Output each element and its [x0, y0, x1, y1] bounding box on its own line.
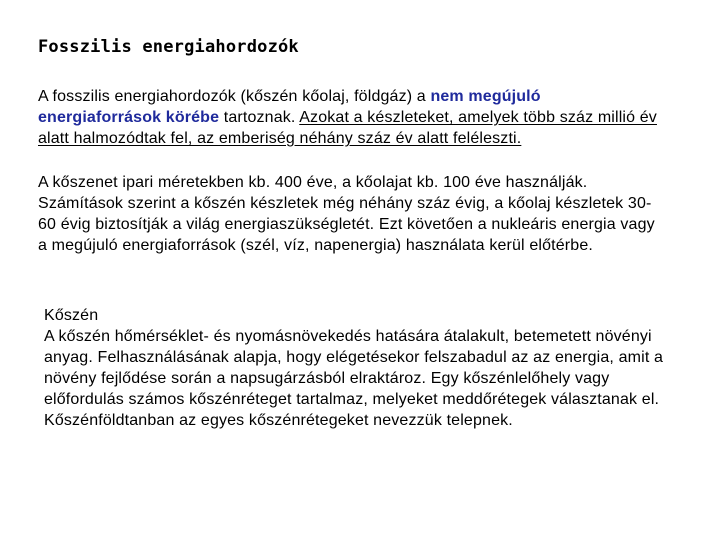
coal-description: A kőszén hőmérséklet- és nyomásnövekedés hatására átalakult, betemetett növényi anyag. Felhasználásának alapja, hogy elégetésekor felszabadul az az energia, amit a növény fejlődése során a napsugárzásból elraktároz. Egy kőszénlelőhely vagy előfordulás számos kőszénréteget tartalmaz, melyeket meddőrétegek választanak el. Kőszénföldtanban az egyes kőszénrétegeket nevezzük telepnek. — [44, 328, 664, 429]
coal-heading: Kőszén — [44, 307, 99, 324]
highlighted-term: nem megújuló energiaforrások körébe — [38, 88, 541, 126]
usage-paragraph: A kőszenet ipari méretekben kb. 400 éve, a kőolajat kb. 100 éve használják. Számítások szerint a kőszén készletek még néhány száz évig, a kőolaj készletek 30-60 évig biztosítják a világ energiaszükségletét. Ezt követően a nukleáris energia vagy a megújuló energiaforrások (szél, víz, napenergia) használata kerül előtérbe. — [38, 174, 655, 254]
intro-paragraph — [38, 86, 658, 149]
page-title: Fosszilis energiahordozók — [38, 37, 299, 57]
underlined-sentence: Azokat a készleteket, amelyek több száz millió év alatt halmozódtak fel, az emberiség néhány száz év alatt feléleszti. — [38, 109, 657, 147]
intro-text-start: A fosszilis energiahordozók (kőszén kőolaj, földgáz) a — [38, 88, 431, 105]
intro-text-middle: tartoznak. — [219, 109, 300, 126]
coal-section — [44, 305, 664, 431]
